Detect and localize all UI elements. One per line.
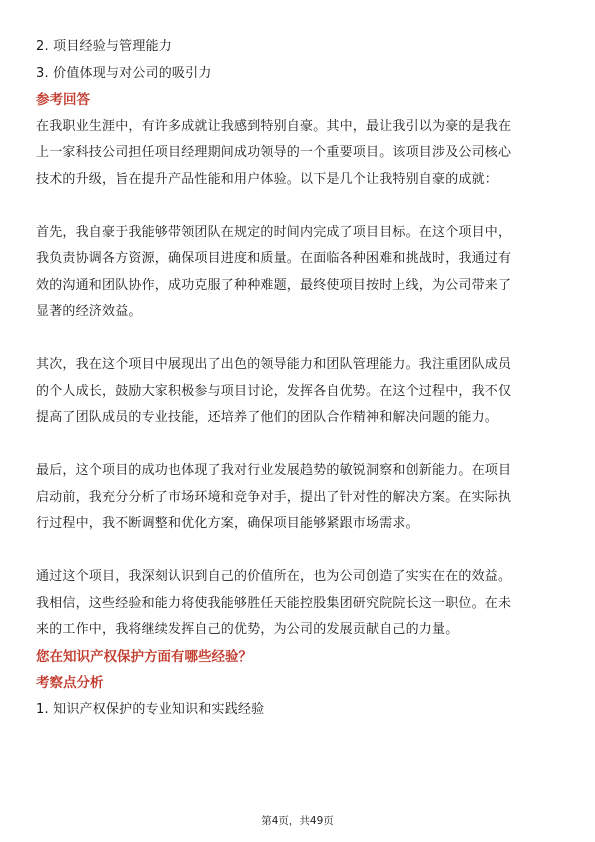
paragraph-spacer — [36, 326, 561, 353]
paragraph-spacer — [36, 538, 561, 565]
page-number-footer: 第4页，共49页 — [261, 815, 334, 827]
paragraph-spacer — [36, 193, 561, 220]
next-question-heading: 您在知识产权保护方面有哪些经验？ — [36, 648, 252, 665]
paragraph-line: 在我职业生涯中，有许多成就让我感到特别自豪。其中，最让我引以为豪的是我在 — [36, 118, 512, 134]
paragraph-5 — [36, 564, 561, 644]
paragraph-line: 通过这个项目，我深刻认识到自己的价值所在，也为公司创造了实实在在的效益。 — [36, 569, 512, 584]
paragraph-line: 其次，我在这个项目中展现出了出色的领导能力和团队管理能力。我注重团队成员 — [36, 357, 512, 372]
paragraph-line: 我相信，这些经验和能力将使我能够胜任天能控股集团研究院院长这一职位。在未 — [36, 595, 512, 611]
page-content — [36, 34, 561, 723]
paragraph-4 — [36, 458, 561, 538]
paragraph-line: 首先，我自豪于我能够带领团队在规定的时间内完成了项目目标。在这个项目中， — [36, 224, 512, 240]
paragraph-line: 提高了团队成员的专业技能，还培养了他们的团队合作精神和解决问题的能力。 — [36, 410, 499, 425]
analysis-item-1: 1. 知识产权保护的专业知识和实践经验 — [36, 701, 265, 717]
paragraph-line: 的个人成长，鼓励大家积极参与项目讨论，发挥各自优势。在这个过程中，我不仅 — [36, 383, 512, 399]
paragraph-line: 上一家科技公司担任项目经理期间成功领导的一个重要项目。该项目涉及公司核心 — [36, 145, 512, 160]
paragraph-1 — [36, 114, 561, 194]
paragraph-line: 启动前，我充分分析了市场环境和竞争对手，提出了针对性的解决方案。在实际执 — [36, 489, 512, 505]
paragraph-spacer — [36, 432, 561, 459]
paragraph-line: 我负责协调各方资源，确保项目进度和质量。在面临各种困难和挑战时，我通过有 — [36, 251, 512, 266]
paragraph-line: 来的工作中，我将继续发挥自己的优势，为公司的发展贡献自己的力量。 — [36, 622, 459, 637]
paragraph-3 — [36, 352, 561, 432]
paragraph-line: 行过程中，我不断调整和优化方案，确保项目能够紧跟市场需求。 — [36, 516, 419, 531]
paragraph-2 — [36, 220, 561, 326]
paragraph-line: 技术的升级，旨在提升产品性能和用户体验。以下是几个让我特别自豪的成就： — [36, 171, 499, 187]
list-item-2: 2. 项目经验与管理能力 — [36, 39, 172, 54]
analysis-heading: 考察点分析 — [36, 675, 104, 691]
paragraph-line: 效的沟通和团队协作，成功克服了种种难题，最终使项目按时上线，为公司带来了 — [36, 277, 512, 293]
paragraph-line: 最后，这个项目的成功也体现了我对行业发展趋势的敏锐洞察和创新能力。在项目 — [36, 463, 512, 478]
paragraph-line: 显著的经济效益。 — [36, 304, 142, 319]
list-item-3: 3. 价值体现与对公司的吸引力 — [36, 65, 212, 81]
reference-answer-heading: 参考回答 — [36, 92, 90, 108]
